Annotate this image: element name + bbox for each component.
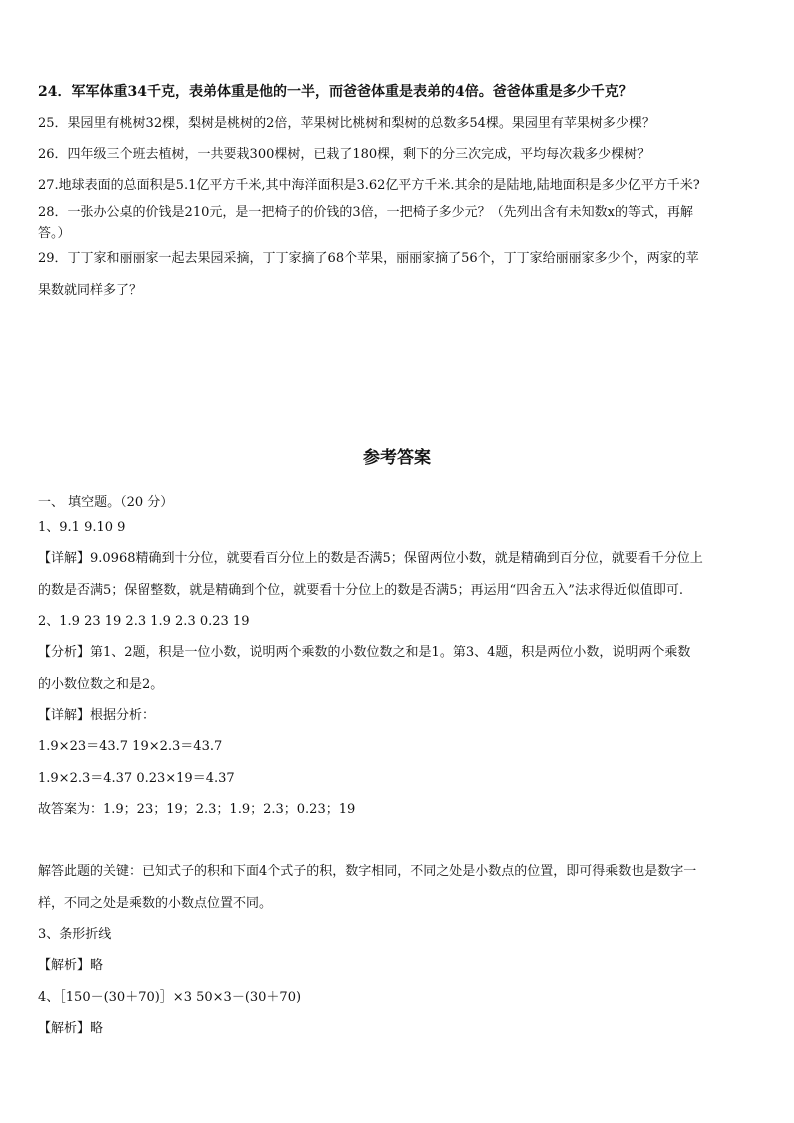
answer-2-final: 故答案为：1.9；23；19；2.3；1.9；2.3；0.23；19 bbox=[38, 802, 356, 817]
answer-3-detail: 【解析】略 bbox=[38, 958, 104, 973]
answer-2-detail: 【详解】根据分析： bbox=[38, 708, 156, 723]
answer-2-key-line-1: 解答此题的关键：已知式子的积和下面4个式子的积，数字相同，不同之处是小数点的位置，即可得乘数也是数字一 bbox=[38, 864, 697, 879]
answer-1-detail-line-1: 【详解】9.0968精确到十分位，就要看百分位上的数是否满5；保留两位小数，就是精确到百分位，就要看千分位上 bbox=[38, 551, 703, 566]
answer-4: 4、［150－(30＋70)］×3 50×3－(30＋70) bbox=[38, 990, 302, 1005]
question-28-line-1: 28．一张办公桌的价钱是210元，是一把椅子的价钱的3倍，一把椅子多少元？（先列出含有未知数x的等式，再解 bbox=[38, 205, 693, 220]
answer-2-key-line-2: 样，不同之处是乘数的小数点位置不同。 bbox=[38, 896, 273, 911]
question-27: 27.地球表面的总面积是5.1亿平方千米,其中海洋面积是3.62亿平方千米.其余的是陆地,陆地面积是多少亿平方千米? bbox=[38, 178, 700, 193]
answer-2: 2、1.9 23 19 2.3 1.9 2.3 0.23 19 bbox=[38, 614, 250, 629]
answer-2-equation-2: 1.9×2.3＝4.37 0.23×19＝4.37 bbox=[38, 771, 235, 786]
answer-1-detail-line-2: 的数是否满5；保留整数，就是精确到个位，就要看十分位上的数是否满5；再运用“四舍五入”法求得近似值即可. bbox=[38, 583, 683, 598]
question-29-line-2: 果数就同样多了？ bbox=[38, 283, 143, 298]
question-29-line-1: 29．丁丁家和丽丽家一起去果园采摘，丁丁家摘了68个苹果，丽丽家摘了56个，丁丁家给丽丽家多少个，两家的苹 bbox=[38, 251, 699, 266]
question-24: 24．军军体重34千克，表弟体重是他的一半，而爸爸体重是表弟的4倍。爸爸体重是多少千克？ bbox=[38, 84, 633, 100]
question-28-line-2: 答。） bbox=[38, 226, 71, 241]
answer-1: 1、9.1 9.10 9 bbox=[38, 520, 126, 535]
answer-3: 3、条形折线 bbox=[38, 927, 112, 942]
answer-2-analysis-line-2: 的小数位数之和是2。 bbox=[38, 677, 164, 692]
answer-section-heading: 一、 填空题。（20 分） bbox=[38, 495, 174, 510]
question-25: 25．果园里有桃树32棵，梨树是桃树的2倍，苹果树比桃树和梨树的总数多54棵。果园里有苹果树多少棵？ bbox=[38, 116, 655, 131]
question-26: 26．四年级三个班去植树，一共要栽300棵树，已栽了180棵，剩下的分三次完成，平均每次栽多少棵树？ bbox=[38, 147, 651, 162]
answer-4-detail: 【解析】略 bbox=[38, 1021, 104, 1036]
answers-title: 参考答案 bbox=[363, 448, 431, 468]
answer-2-analysis-line-1: 【分析】第1、2题，积是一位小数，说明两个乘数的小数位数之和是1。第3、4题，积是两位小数，说明两个乘数 bbox=[38, 645, 691, 660]
answer-2-equation-1: 1.9×23＝43.7 19×2.3＝43.7 bbox=[38, 739, 223, 754]
